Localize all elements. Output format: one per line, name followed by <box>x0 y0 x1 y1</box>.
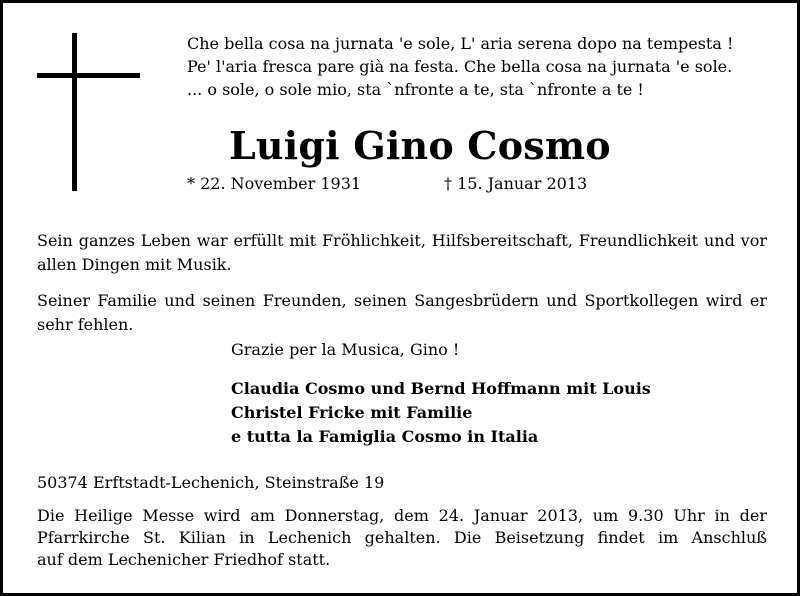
signer-line: Claudia Cosmo und Bernd Hoffmann mit Louis <box>231 379 651 398</box>
funeral-line: Die Heilige Messe wird am Donnerstag, dem 24. Januar 2013, um 9.30 Uhr in der <box>37 506 767 525</box>
poem-line: Che bella cosa na jurnata 'e sole, L' aria serena dopo na tempesta ! <box>187 34 734 53</box>
cross-horizontal-bar <box>37 73 140 78</box>
funeral-notice <box>37 505 767 571</box>
birth-date: * 22. November 1931 <box>187 174 362 193</box>
thanks-line: Grazie per la Musica, Gino ! <box>231 340 460 359</box>
signer-line: Christel Fricke mit Familie <box>231 403 473 422</box>
poem-line: ... o sole, o sole mio, sta `nfronte a te, sta `nfronte a te ! <box>187 80 644 99</box>
signers <box>231 377 651 449</box>
farewell-paragraph: Seiner Familie und seinen Freunden, seinen Sangesbrüdern und Sportkollegen wird er sehr fehlen. <box>37 291 767 334</box>
signer-line: e tutta la Famiglia Cosmo in Italia <box>231 427 539 446</box>
funeral-line: Pfarrkirche St. Kilian in Lechenich gehalten. Die Beisetzung findet im Anschluß <box>37 528 767 547</box>
cross-vertical-bar <box>72 33 77 191</box>
funeral-line: auf dem Lechenicher Friedhof statt. <box>37 550 331 569</box>
life-paragraph: Sein ganzes Leben war erfüllt mit Fröhlichkeit, Hilfsbereitschaft, Freundlichkeit und vor allen Dingen mit Musik. <box>37 231 767 274</box>
deceased-name: Luigi Gino Cosmo <box>229 123 611 168</box>
death-date: † 15. Januar 2013 <box>444 174 588 193</box>
poem-line: Pe' l'aria fresca pare già na festa. Che bella cosa na jurnata 'e sole. <box>187 57 733 76</box>
poem <box>187 32 733 101</box>
address: 50374 Erftstadt-Lechenich, Steinstraße 19 <box>37 473 385 492</box>
